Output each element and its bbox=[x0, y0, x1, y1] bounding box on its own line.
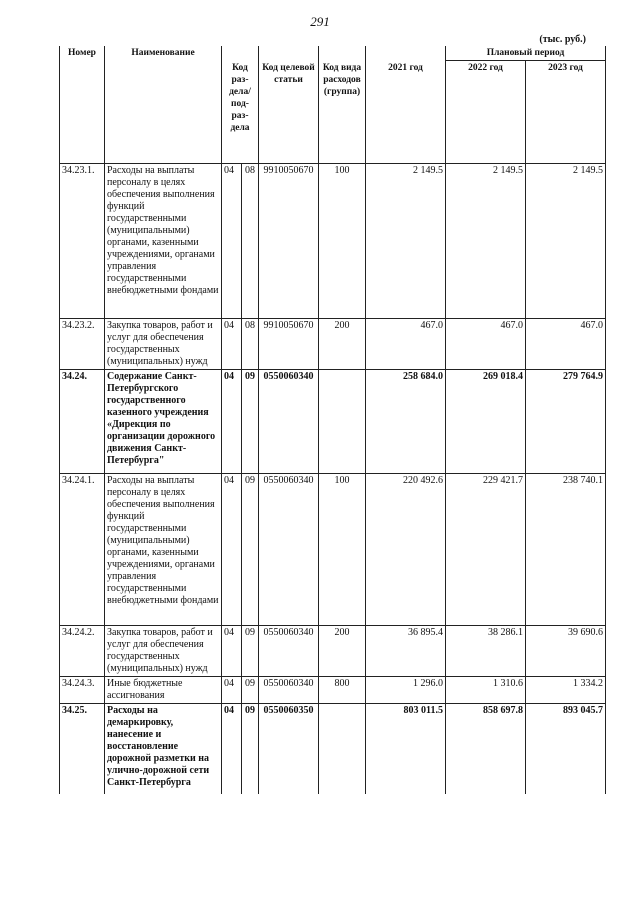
row-2023: 39 690.6 bbox=[526, 626, 606, 677]
row-name: Иные бюджетные ассигнования bbox=[105, 677, 222, 704]
row-section: 04 bbox=[222, 704, 242, 794]
row-subsection: 08 bbox=[242, 319, 259, 370]
header-2021: 2021 год bbox=[366, 46, 446, 164]
header-2023: 2023 год bbox=[526, 61, 606, 164]
row-2022: 2 149.5 bbox=[446, 164, 526, 319]
header-target: Код целевой статьи bbox=[259, 46, 319, 164]
row-name: Содержание Санкт-Петербургского государственного казенного учреждения «Дирекция по организации дорожного движения Санкт-Петербурга" bbox=[105, 370, 222, 474]
row-2021: 2 149.5 bbox=[366, 164, 446, 319]
row-subsection: 09 bbox=[242, 677, 259, 704]
row-expense-type: 100 bbox=[319, 474, 366, 626]
table-row bbox=[60, 164, 606, 319]
row-number: 34.25. bbox=[60, 704, 105, 794]
row-number: 34.23.2. bbox=[60, 319, 105, 370]
row-number: 34.24.3. bbox=[60, 677, 105, 704]
row-target: 0550060340 bbox=[259, 626, 319, 677]
row-expense-type: 200 bbox=[319, 626, 366, 677]
row-section: 04 bbox=[222, 370, 242, 474]
row-name: Расходы на выплаты персоналу в целях обеспечения выполнения функций государственными (муниципальными) органами, казенными учреждениями, органами управления государственными внебюджетными фондами bbox=[105, 164, 222, 319]
row-2023: 238 740.1 bbox=[526, 474, 606, 626]
row-subsection: 09 bbox=[242, 704, 259, 794]
row-2021: 467.0 bbox=[366, 319, 446, 370]
row-2021: 258 684.0 bbox=[366, 370, 446, 474]
units-label: (тыс. руб.) bbox=[539, 34, 586, 45]
header-section: Код раз-дела/ под-раз-дела bbox=[222, 46, 259, 164]
row-expense-type: 800 bbox=[319, 677, 366, 704]
row-2022: 229 421.7 bbox=[446, 474, 526, 626]
row-section: 04 bbox=[222, 677, 242, 704]
row-2022: 269 018.4 bbox=[446, 370, 526, 474]
row-number: 34.24. bbox=[60, 370, 105, 474]
row-expense-type bbox=[319, 704, 366, 794]
page-number: 291 bbox=[310, 14, 330, 29]
row-2023: 893 045.7 bbox=[526, 704, 606, 794]
row-2022: 467.0 bbox=[446, 319, 526, 370]
row-2023: 2 149.5 bbox=[526, 164, 606, 319]
row-name: Расходы на демаркировку, нанесение и восстановление дорожной разметки на улично-дорожной сети Санкт-Петербурга bbox=[105, 704, 222, 794]
row-2023: 467.0 bbox=[526, 319, 606, 370]
header-name: Наименование bbox=[105, 46, 222, 164]
table-row bbox=[60, 370, 606, 474]
row-2021: 36 895.4 bbox=[366, 626, 446, 677]
row-2022: 1 310.6 bbox=[446, 677, 526, 704]
row-target: 0550060350 bbox=[259, 704, 319, 794]
row-subsection: 09 bbox=[242, 474, 259, 626]
row-2021: 220 492.6 bbox=[366, 474, 446, 626]
row-subsection: 09 bbox=[242, 626, 259, 677]
table-row bbox=[60, 704, 606, 794]
row-target: 0550060340 bbox=[259, 370, 319, 474]
header-planned-period: Плановый период bbox=[446, 46, 606, 61]
table-row bbox=[60, 677, 606, 704]
table-row bbox=[60, 474, 606, 626]
row-expense-type: 200 bbox=[319, 319, 366, 370]
row-name: Закупка товаров, работ и услуг для обеспечения государственных (муниципальных) нужд bbox=[105, 319, 222, 370]
row-number: 34.24.2. bbox=[60, 626, 105, 677]
header-expense-type: Код вида расходов (группа) bbox=[319, 46, 366, 164]
row-target: 0550060340 bbox=[259, 474, 319, 626]
row-target: 9910050670 bbox=[259, 164, 319, 319]
row-2023: 279 764.9 bbox=[526, 370, 606, 474]
row-number: 34.23.1. bbox=[60, 164, 105, 319]
header-2022: 2022 год bbox=[446, 61, 526, 164]
row-name: Расходы на выплаты персоналу в целях обеспечения выполнения функций государственными (муниципальными) органами, казенными учреждениями, органами управления государственными внебюджетными фондами bbox=[105, 474, 222, 626]
row-section: 04 bbox=[222, 626, 242, 677]
table-row bbox=[60, 626, 606, 677]
row-2022: 858 697.8 bbox=[446, 704, 526, 794]
row-expense-type: 100 bbox=[319, 164, 366, 319]
header-number: Номер bbox=[60, 46, 105, 164]
row-section: 04 bbox=[222, 319, 242, 370]
row-target: 0550060340 bbox=[259, 677, 319, 704]
row-2021: 803 011.5 bbox=[366, 704, 446, 794]
row-2021: 1 296.0 bbox=[366, 677, 446, 704]
row-target: 9910050670 bbox=[259, 319, 319, 370]
budget-table bbox=[59, 46, 606, 794]
table-row bbox=[60, 319, 606, 370]
row-section: 04 bbox=[222, 164, 242, 319]
row-number: 34.24.1. bbox=[60, 474, 105, 626]
row-2022: 38 286.1 bbox=[446, 626, 526, 677]
row-subsection: 09 bbox=[242, 370, 259, 474]
row-section: 04 bbox=[222, 474, 242, 626]
row-name: Закупка товаров, работ и услуг для обеспечения государственных (муниципальных) нужд bbox=[105, 626, 222, 677]
row-expense-type bbox=[319, 370, 366, 474]
row-subsection: 08 bbox=[242, 164, 259, 319]
row-2023: 1 334.2 bbox=[526, 677, 606, 704]
